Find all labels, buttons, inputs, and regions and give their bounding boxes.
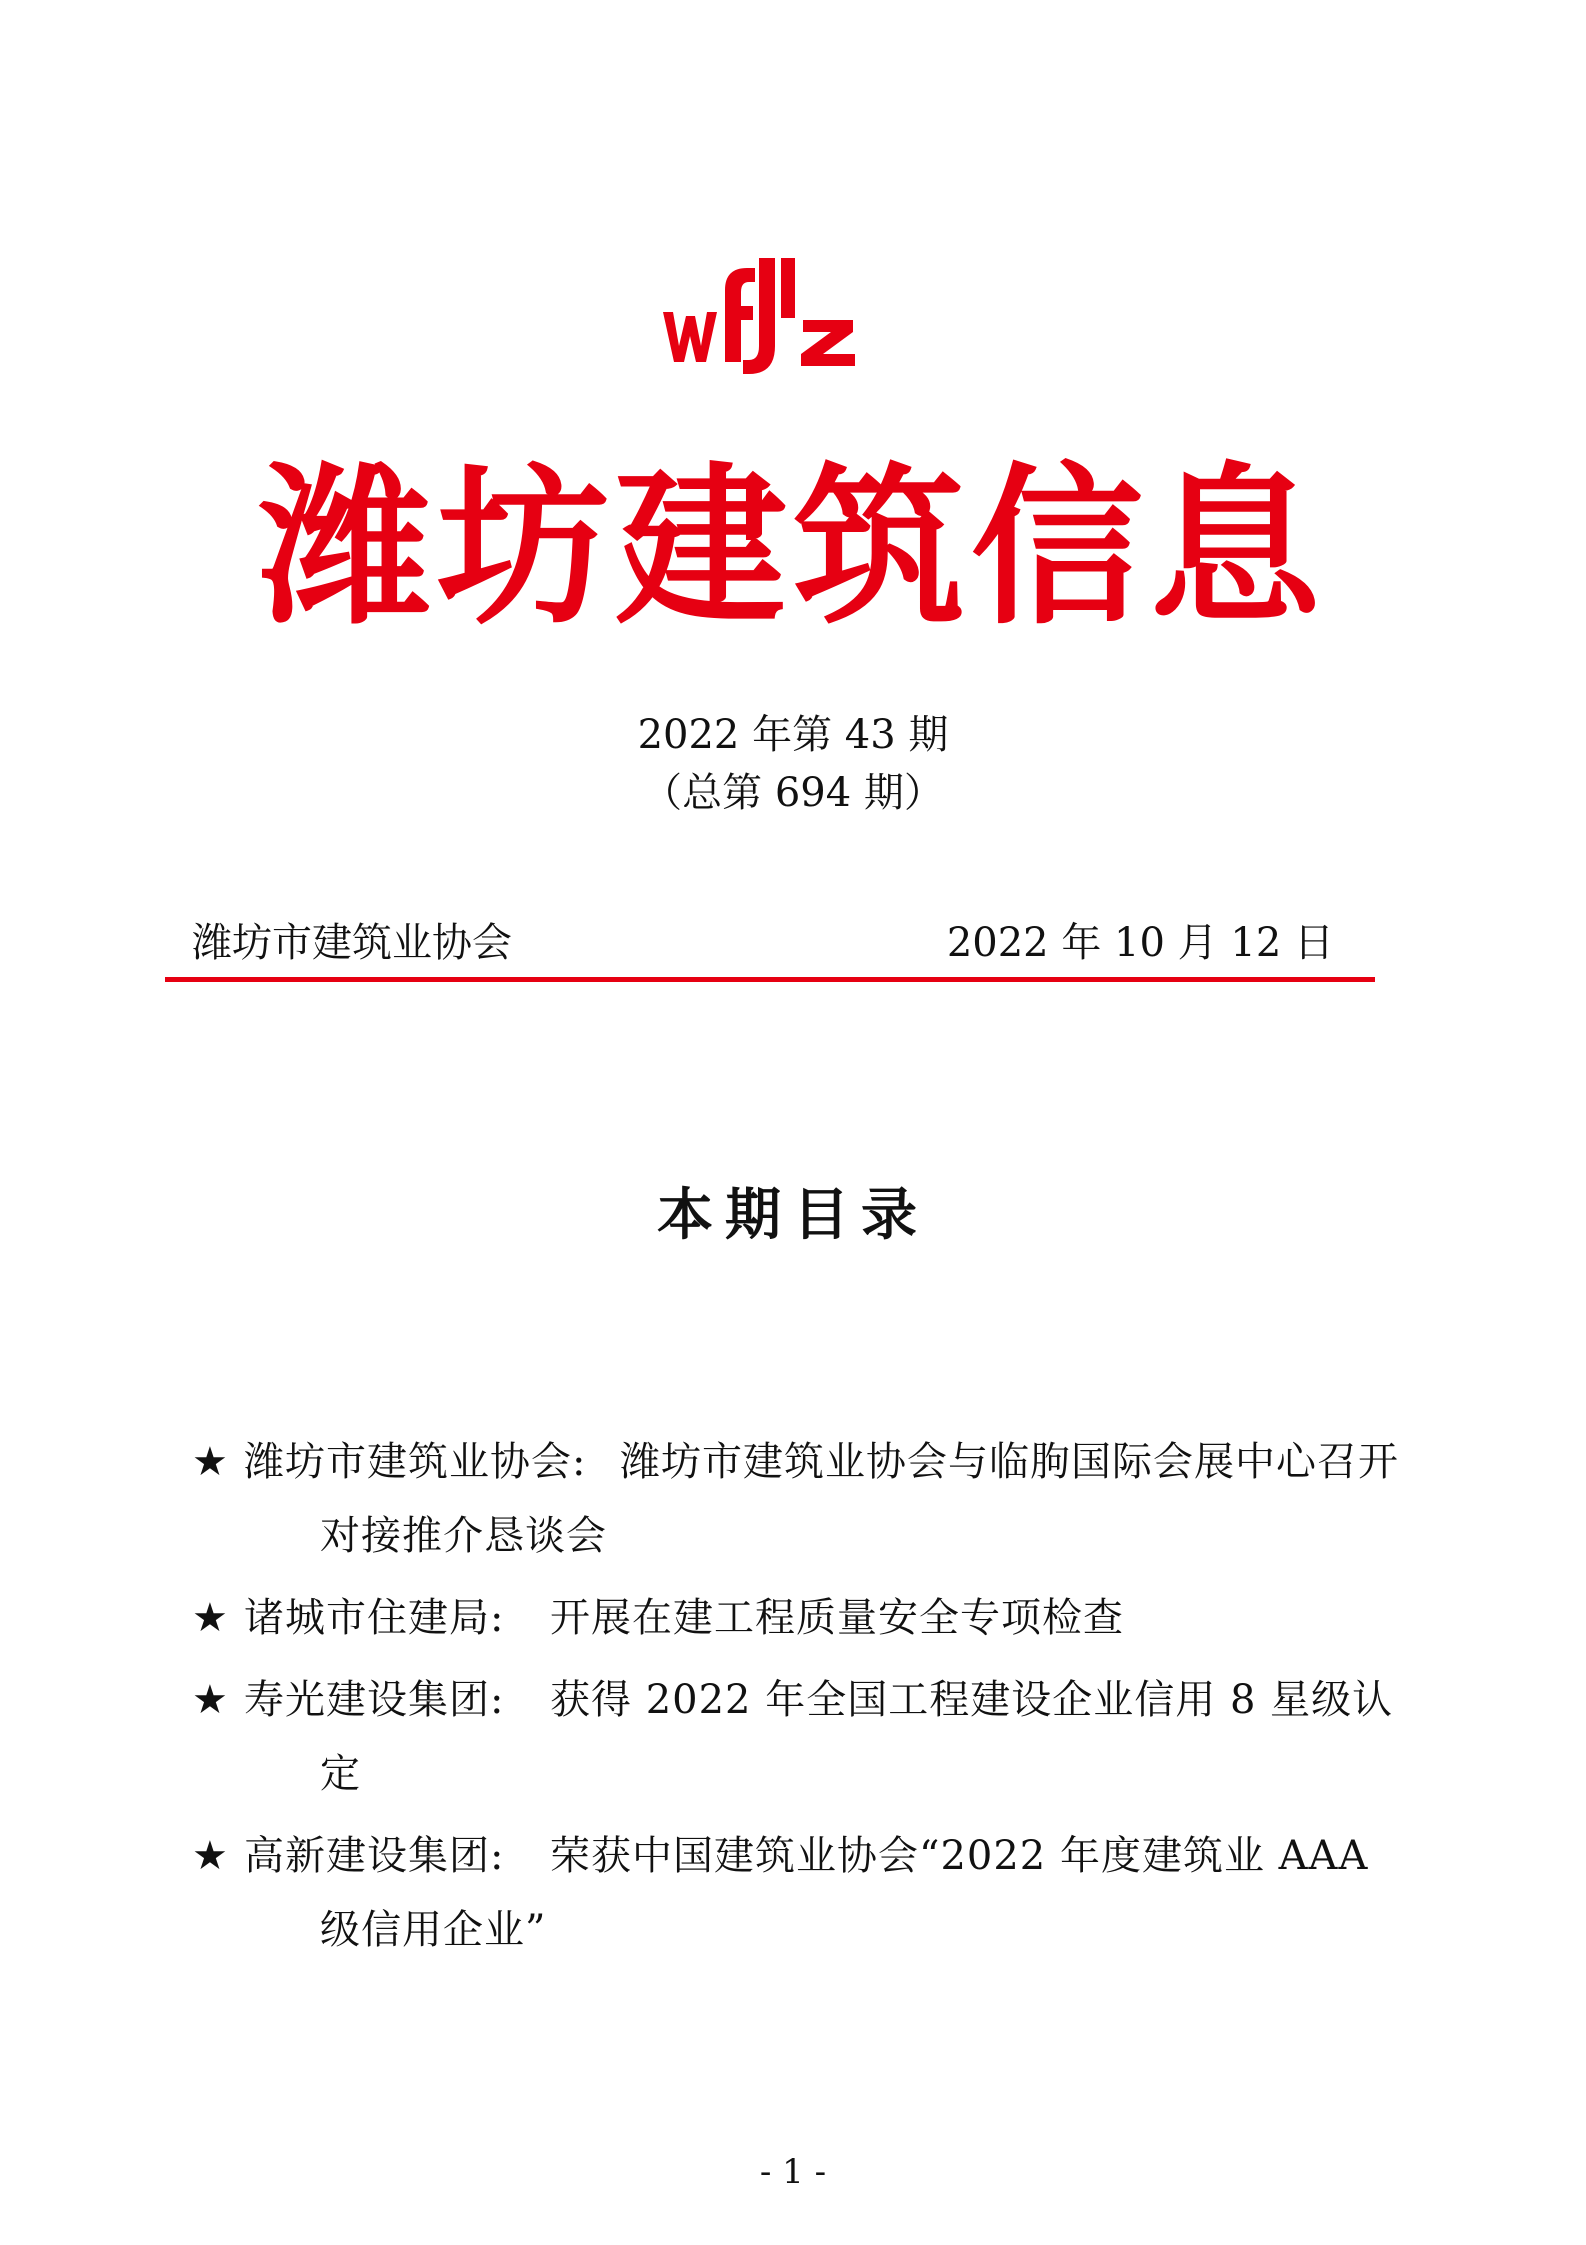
toc-list bbox=[192, 1425, 1422, 1975]
toc-item-source: 高新建设集团: bbox=[244, 1833, 505, 1879]
toc-item bbox=[192, 1425, 1422, 1573]
issue-total-number: （总第 694 期） bbox=[642, 770, 944, 816]
toc-item-title: 获得 2022 年全国工程建设企业信用 8 星级认定 bbox=[320, 1677, 1394, 1797]
page-number: - 1 - bbox=[759, 2152, 827, 2192]
star-icon: ★ bbox=[192, 1595, 229, 1641]
wfjz-logo bbox=[655, 250, 865, 380]
toc-item-source: 潍坊市建筑业协会: bbox=[244, 1439, 587, 1485]
toc-item-source: 寿光建设集团: bbox=[244, 1677, 505, 1723]
masthead-title: 潍坊建筑信息 bbox=[259, 447, 1327, 648]
star-icon: ★ bbox=[192, 1439, 229, 1485]
publish-date: 2022 年 10 月 12 日 bbox=[946, 920, 1334, 966]
red-divider bbox=[165, 977, 1375, 982]
star-icon: ★ bbox=[192, 1677, 229, 1723]
star-icon: ★ bbox=[192, 1833, 229, 1879]
toc-item-title: 开展在建工程质量安全专项检查 bbox=[550, 1595, 1124, 1641]
issue-number: 2022 年第 43 期 bbox=[637, 712, 949, 758]
toc-item-title: 荣获中国建筑业协会“2022 年度建筑业 AAA 级信用企业” bbox=[320, 1833, 1369, 1953]
toc-item bbox=[192, 1581, 1422, 1655]
toc-title: 本期目录 bbox=[657, 1182, 929, 1248]
publisher-org: 潍坊市建筑业协会 bbox=[192, 920, 512, 966]
toc-item bbox=[192, 1663, 1422, 1811]
toc-item-source: 诸城市住建局: bbox=[244, 1595, 505, 1641]
toc-item bbox=[192, 1819, 1422, 1967]
toc-item-title: 潍坊市建筑业协会与临朐国际会展中心召开对接推介恳谈会 bbox=[320, 1439, 1399, 1559]
